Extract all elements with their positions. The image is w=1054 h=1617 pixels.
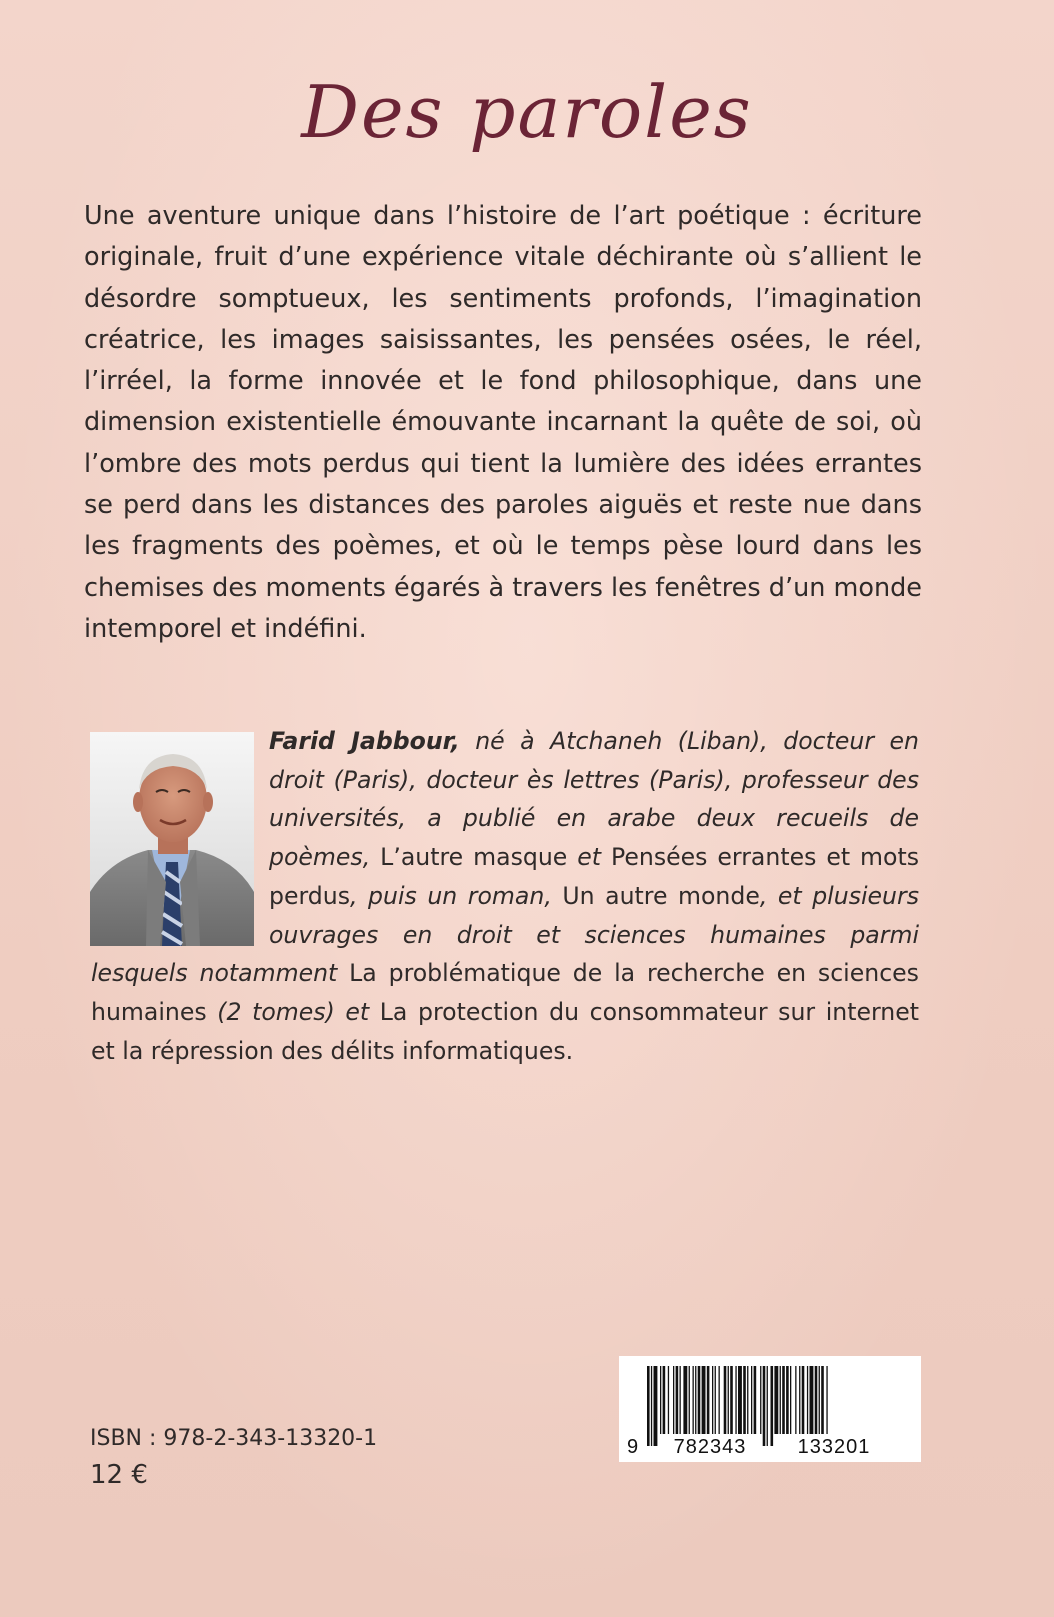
barcode-bar [782, 1366, 785, 1434]
bio-text: (2 tomes) et [206, 997, 380, 1026]
barcode-bar [689, 1366, 690, 1434]
barcode-bar [728, 1366, 729, 1434]
book-reference: Un autre monde [562, 881, 760, 910]
barcode-bar [763, 1366, 766, 1446]
barcode-bar [730, 1366, 733, 1434]
barcode-bar [663, 1366, 666, 1434]
barcode-left-digits: 782343 [673, 1436, 747, 1458]
barcode-bar [695, 1366, 696, 1434]
barcode [619, 1356, 921, 1462]
barcode-bar [747, 1366, 748, 1434]
barcode-right-digits: 133201 [797, 1436, 871, 1458]
barcode-bar [819, 1366, 820, 1434]
barcode-bar [767, 1366, 768, 1446]
barcode-bar [668, 1366, 669, 1434]
barcode-bar [790, 1366, 791, 1434]
barcode-bar [754, 1366, 757, 1434]
barcode-bar [676, 1366, 679, 1434]
barcode-bar [807, 1366, 808, 1434]
barcode-bar [724, 1366, 727, 1434]
book-reference: La protection du consommateur sur internet et la répression des délits informatiques [91, 997, 920, 1065]
barcode-bar [810, 1366, 814, 1434]
barcode-bar [780, 1366, 781, 1434]
author-bio [91, 722, 919, 1070]
barcode-bar [651, 1366, 652, 1446]
barcode-bar [738, 1366, 742, 1434]
barcode-bar [693, 1366, 694, 1434]
bio-text: , et plusieurs ouvrages en droit et sciences humaines parmi lesquels notamment [91, 881, 920, 988]
book-reference: La problématique de la recherche en sciences humaines [91, 959, 919, 1026]
bio-text: , puis un roman, [350, 881, 563, 910]
barcode-bar [751, 1366, 752, 1434]
barcode-bar [673, 1366, 674, 1434]
barcode-bar [719, 1366, 720, 1434]
barcode-bar [826, 1366, 827, 1434]
barcode-bar [802, 1366, 805, 1434]
barcode-bar [683, 1366, 687, 1434]
barcode-bar [743, 1366, 746, 1434]
barcode-bar [654, 1366, 658, 1446]
barcode-bar [702, 1366, 706, 1434]
book-blurb: Une aventure unique dans l’histoire de l’art poétique : écriture originale, fruit d’une expérience vitale déchirante où s’allient le désordre somptueux, les sentiments profonds, l’imagination créatrice, les images saisissantes, les pensées osées, le réel, l’irréel, la forme innovée et le fond philosophique, dans une dimension existentielle émouvante incarnant la quête de soi, où l’ombre des mots perdus qui tient la lumière des idées errantes se perd dans les distances des paroles aiguës et reste nue dans les fragments des poèmes, et où le temps pèse lourd dans les chemises des moments égarés à travers les fenêtres d’un monde intemporel et indéfini. [84, 201, 922, 644]
barcode-bar [821, 1366, 824, 1434]
barcode-bar [815, 1366, 818, 1434]
book-title: Des paroles [301, 70, 753, 154]
barcode-bar [774, 1366, 778, 1434]
barcode-bar [707, 1366, 710, 1434]
barcode-bar [647, 1366, 650, 1446]
barcode-bar [660, 1366, 661, 1434]
barcode-bar [680, 1366, 681, 1434]
book-reference: L’autre masque [380, 843, 568, 872]
barcode-first-digit: 9 [627, 1436, 639, 1458]
bio-text: et [567, 843, 611, 872]
barcode-bar [715, 1366, 716, 1434]
barcode-bar [698, 1366, 701, 1434]
barcode-bar [799, 1366, 800, 1434]
price-label: 12 € [90, 1460, 148, 1490]
barcode-bar [795, 1366, 796, 1434]
barcode-bar [760, 1366, 761, 1434]
book-reference: Pensées errantes et mots perdus [269, 843, 920, 910]
barcode-bar [735, 1366, 736, 1434]
barcode-bar [712, 1366, 713, 1434]
isbn-label: ISBN : 978-2-343-13320-1 [90, 1426, 378, 1451]
author-name: Farid Jabbour, [269, 727, 460, 755]
bio-text: . [565, 1036, 574, 1065]
barcode-bar [771, 1366, 774, 1446]
barcode-bar [786, 1366, 789, 1434]
photo-spacer [91, 722, 269, 954]
bio-text: né à Atchaneh (Liban), docteur en droit (Paris), docteur ès lettres (Paris), professeur des universités, a publié en arabe deux recueils de poèmes, [269, 727, 919, 872]
